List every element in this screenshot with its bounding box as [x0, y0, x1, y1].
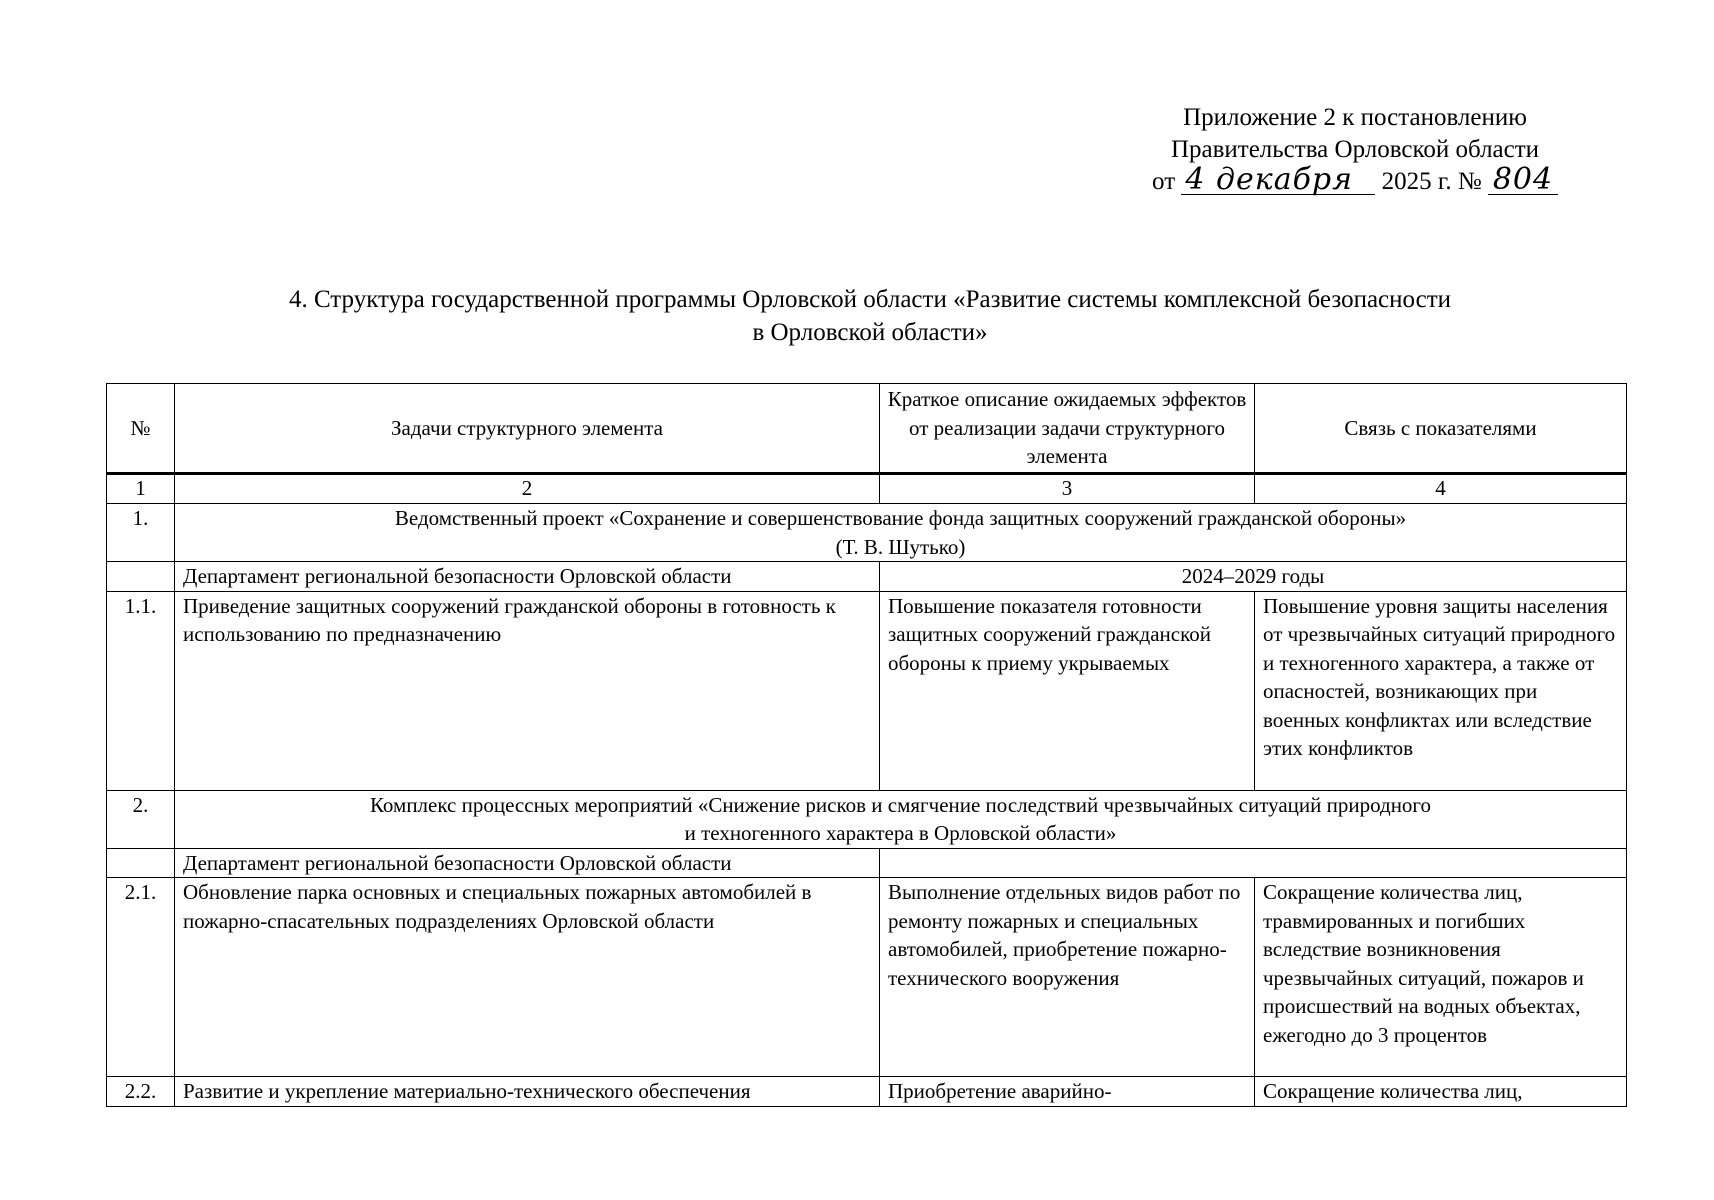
- section-number: 2.: [107, 790, 175, 848]
- column-number: 3: [880, 474, 1255, 504]
- title-line-1: 4. Структура государственной программы Орловской области «Развитие системы комплексной безопасности: [288, 286, 1452, 313]
- appendix-year: 2025 г. №: [1381, 168, 1482, 195]
- task-indicator-link: Повышение уровня защиты населения от чрезвычайных ситуаций природного и техногенного характера, а также от опасностей, возникающих при военных конфликтах или вследствие этих конфликтов: [1255, 591, 1627, 790]
- task-description: Развитие и укрепление материально-технического обеспечения: [175, 1077, 880, 1107]
- section-title: [175, 504, 1627, 562]
- structure-table: [106, 383, 1627, 1107]
- section-title-line-1: Ведомственный проект «Сохранение и совершенствование фонда защитных сооружений гражданской обороны»: [394, 506, 1407, 530]
- section-number: 1.: [107, 504, 175, 562]
- table-row: [107, 1077, 1627, 1107]
- implementation-period: 2024–2029 годы: [880, 562, 1627, 592]
- empty-cell: [107, 562, 175, 592]
- document-title: [120, 283, 1620, 349]
- task-effect: Выполнение отдельных видов работ по ремонту пожарных и специальных автомобилей, приобретение пожарно-технического вооружения: [880, 878, 1255, 1077]
- header-tasks: Задачи структурного элемента: [175, 384, 880, 474]
- task-indicator-link: Сокращение количества лиц, травмированных и погибших вследствие возникновения чрезвычайных ситуаций, пожаров и происшествий на водных объектах, ежегодно до 3 процентов: [1255, 878, 1627, 1077]
- column-numbers-row: [107, 474, 1627, 504]
- section-1-row: [107, 504, 1627, 562]
- implementation-period: [880, 848, 1627, 878]
- handwritten-number: 804: [1488, 166, 1558, 195]
- column-number: 1: [107, 474, 175, 504]
- column-number: 2: [175, 474, 880, 504]
- task-number: 1.1.: [107, 591, 175, 790]
- appendix-prefix: от: [1152, 168, 1176, 195]
- header-number: №: [107, 384, 175, 474]
- table-header-row: [107, 384, 1627, 474]
- appendix-line-3: [1120, 162, 1590, 198]
- task-effect: Приобретение аварийно-: [880, 1077, 1255, 1107]
- section-title: [175, 790, 1627, 848]
- section-2-row: [107, 790, 1627, 848]
- task-description: Приведение защитных сооружений гражданской обороны в готовность к использованию по предназначению: [175, 591, 880, 790]
- task-indicator-link: Сокращение количества лиц,: [1255, 1077, 1627, 1107]
- responsible-department: Департамент региональной безопасности Орловской области: [175, 848, 880, 878]
- table-row: [107, 591, 1627, 790]
- appendix-line-1: Приложение 2 к постановлению: [1183, 104, 1527, 131]
- responsible-department: Департамент региональной безопасности Орловской области: [175, 562, 880, 592]
- appendix-line-2: Правительства Орловской области: [1170, 136, 1540, 163]
- section-title-line-2: (Т. В. Шутько): [835, 534, 966, 559]
- table-row: [107, 878, 1627, 1077]
- handwritten-date: 4 декабря: [1181, 166, 1375, 195]
- empty-cell: [107, 848, 175, 878]
- section-title-line-1: Комплекс процессных мероприятий «Снижение рисков и смягчение последствий чрезвычайных ситуаций природного: [369, 792, 1432, 817]
- section-title-line-2: и техногенного характера в Орловской области»: [684, 821, 1117, 845]
- task-number: 2.1.: [107, 878, 175, 1077]
- column-number: 4: [1255, 474, 1627, 504]
- section-2-responsible-row: [107, 848, 1627, 878]
- task-effect: Повышение показателя готовности защитных сооружений гражданской обороны к приему укрываемых: [880, 591, 1255, 790]
- title-line-2: в Орловской области»: [752, 319, 988, 346]
- task-description: Обновление парка основных и специальных пожарных автомобилей в пожарно-спасательных подразделениях Орловской области: [175, 878, 880, 1077]
- task-number: 2.2.: [107, 1077, 175, 1107]
- section-1-responsible-row: [107, 562, 1627, 592]
- appendix-block: [1120, 102, 1590, 198]
- header-links: Связь с показателями: [1255, 384, 1627, 474]
- header-effects: Краткое описание ожидаемых эффектов от реализации задачи структурного элемента: [880, 384, 1255, 474]
